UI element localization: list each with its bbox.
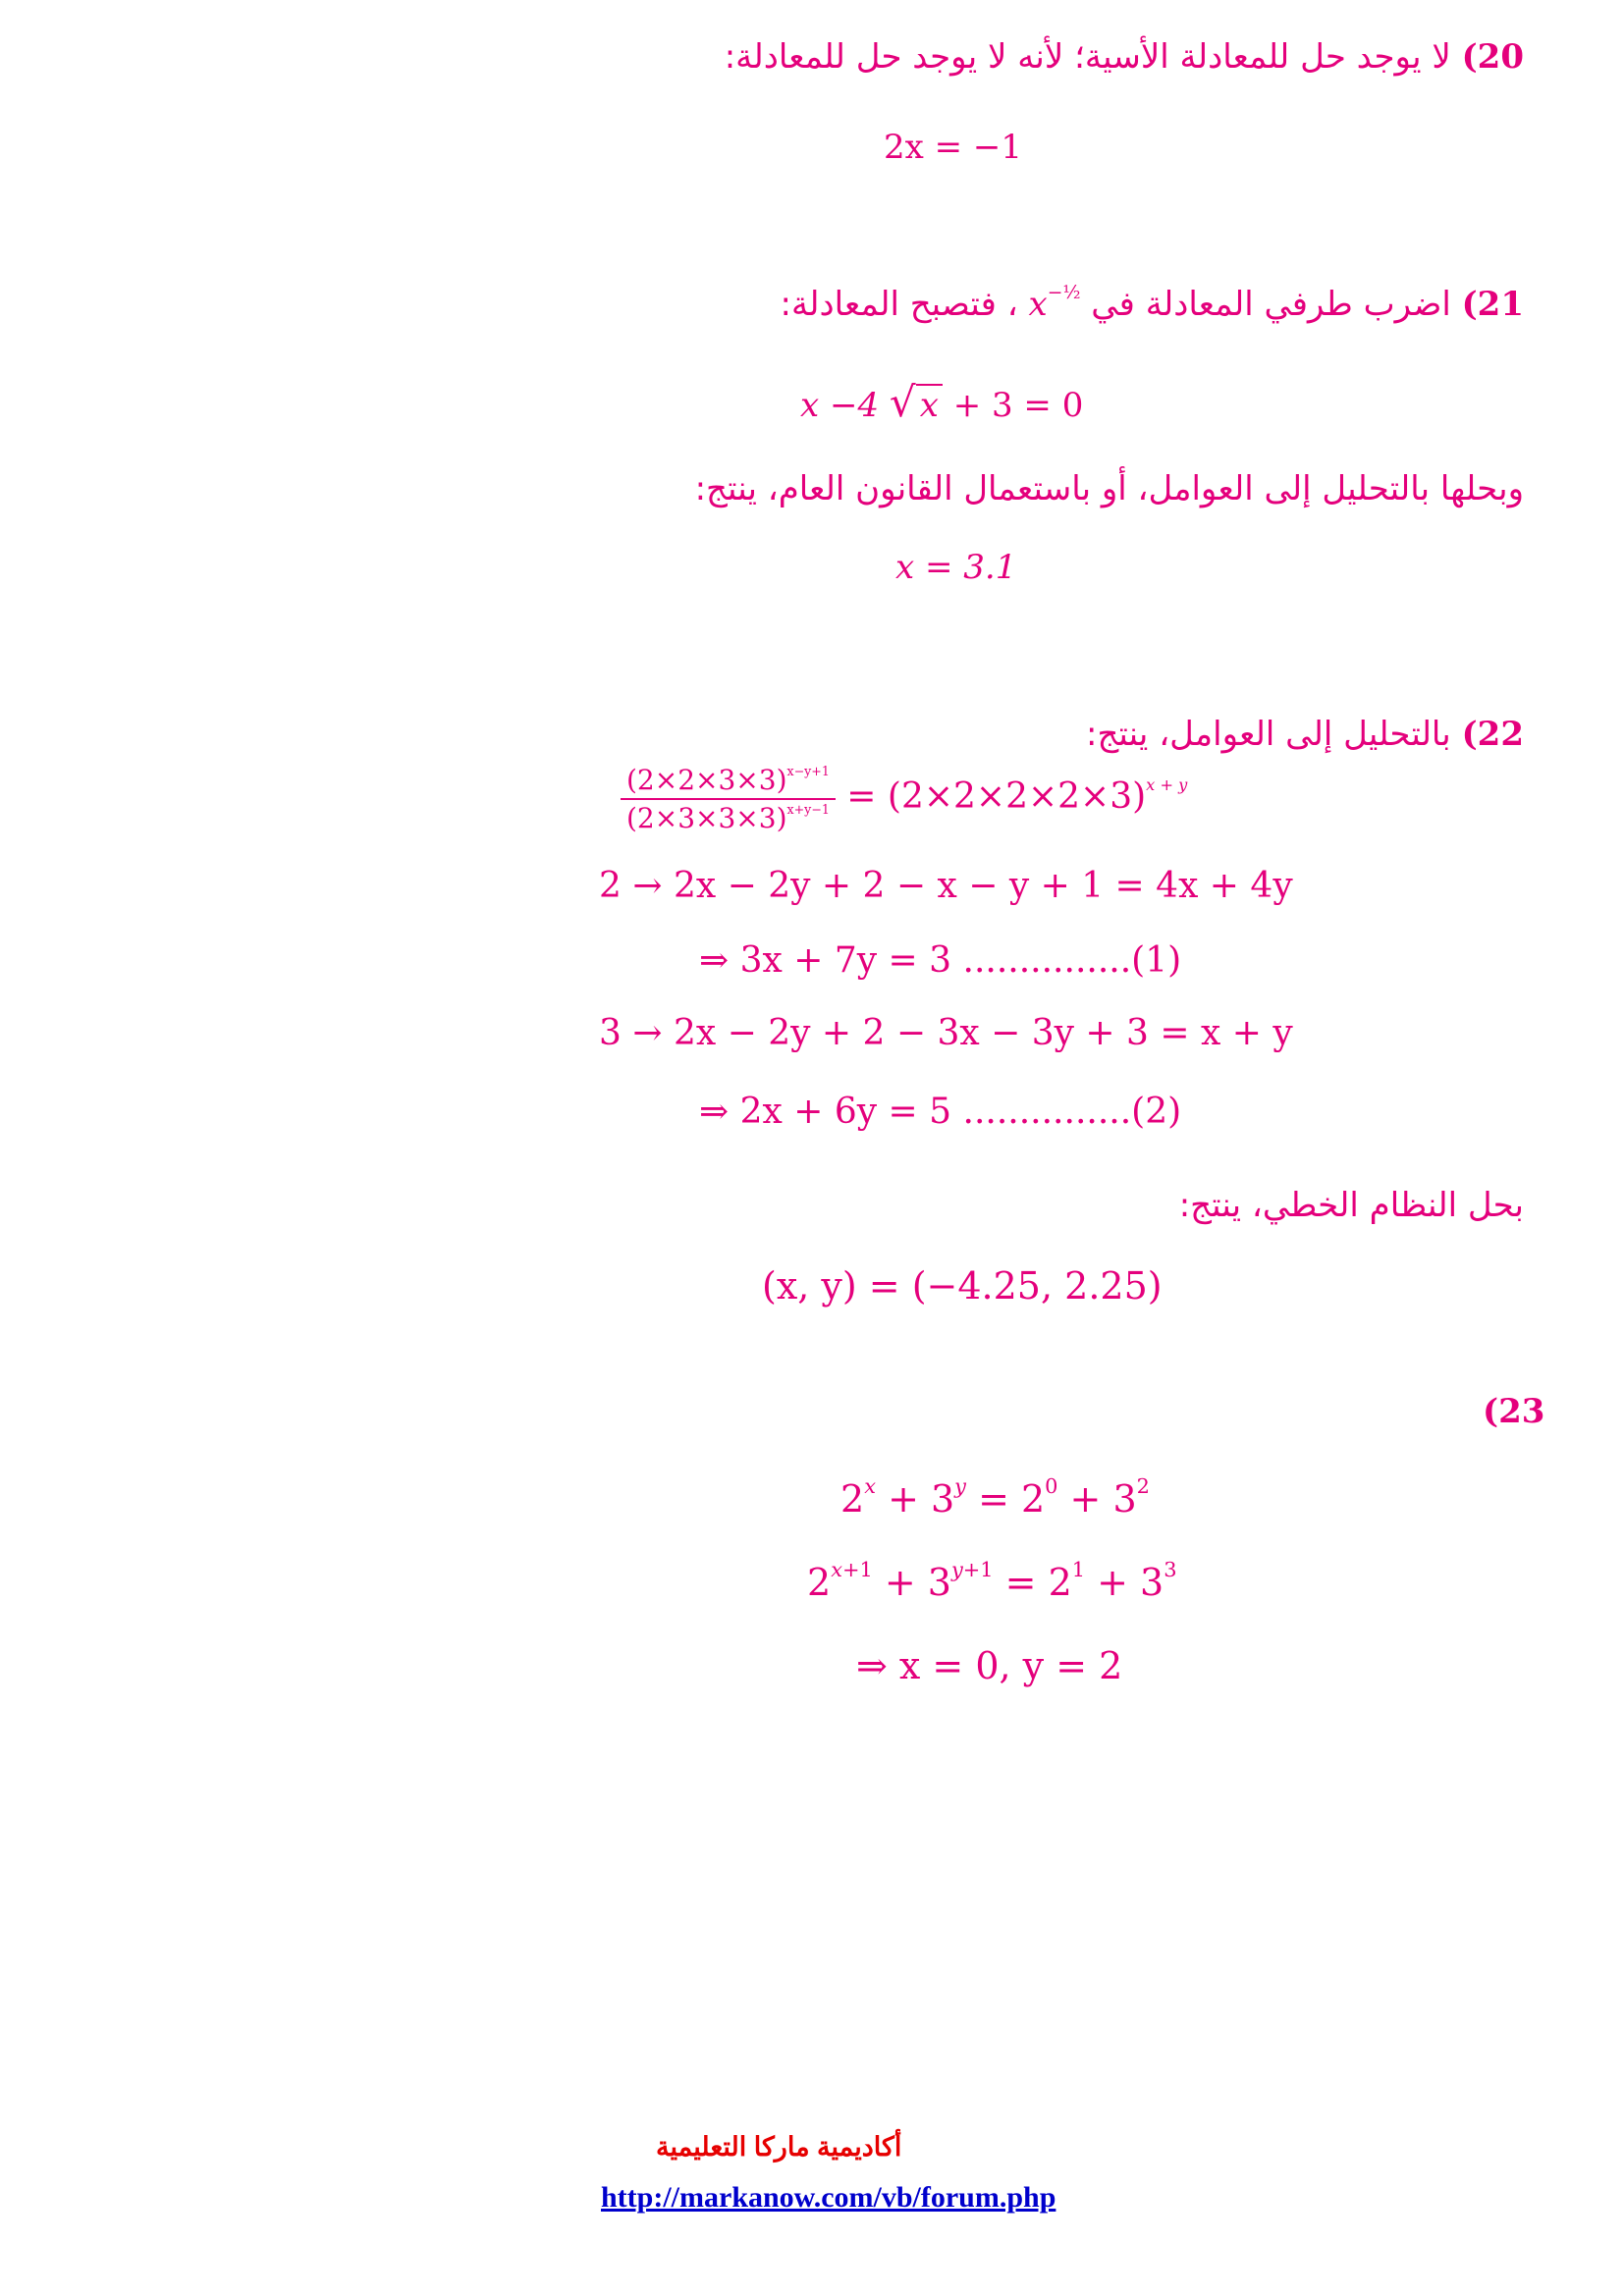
q22-line2: ⇒ 3x + 7y = 3 ...............(1) — [699, 940, 1182, 981]
q23-result: ⇒ x = 0, y = 2 — [856, 1644, 1123, 1687]
q21-number: 21) — [1461, 285, 1524, 324]
q22-frac-denominator: (2×3×3×3) — [626, 802, 787, 834]
q21-text2: وبحلها بالتحليل إلى العوامل، أو باستعمال القانون العام، ينتج: — [694, 469, 1524, 508]
q22-line — [1086, 715, 1524, 754]
q21-eq-lhs: x −4 — [800, 386, 880, 425]
q21-result: x = 3.1 — [895, 548, 1017, 587]
footer-title: أكاديمية ماركا التعليمية — [656, 2132, 902, 2162]
q21-eq-rhs: + 3 = 0 — [952, 386, 1084, 425]
q22-frac-den-exp: x+y−1 — [786, 802, 830, 818]
q22-frac-numerator: (2×2×3×3) — [626, 764, 787, 796]
q22-line1: 2 → 2x − 2y + 2 − x − y + 1 = 4x + 4y — [599, 866, 1293, 906]
q23-equation2: $2^{x+1} + 3^{y+1} = 2^1 + 3^3$ — [807, 1558, 1177, 1604]
q22-rhs: = (2×2×2×2×3) — [846, 776, 1147, 817]
q20-text: لا يوجد حل للمعادلة الأسية؛ لأنه لا يوجد حل للمعادلة: — [724, 37, 1451, 77]
q21-equation — [800, 378, 1083, 426]
q22-fraction-equation — [621, 764, 1187, 834]
q20-equation: 2x = −1 — [884, 128, 1023, 167]
q22-number: 22) — [1461, 715, 1524, 754]
q21-text-after: ، فتصبح المعادلة: — [780, 285, 1018, 324]
q22-text: بالتحليل إلى العوامل، ينتج: — [1086, 715, 1451, 754]
footer-link[interactable]: http://markanow.com/vb/forum.php — [601, 2181, 1056, 2214]
q22-fraction — [621, 764, 836, 834]
q20-number: 20) — [1461, 37, 1524, 77]
q22-frac-num-exp: x−y+1 — [786, 764, 830, 779]
q21-line — [781, 285, 1525, 324]
q20-line — [725, 37, 1524, 77]
q22-line3: 3 → 2x − 2y + 2 − 3x − 3y + 3 = x + y — [599, 1013, 1293, 1053]
q22-rhs-exp: x + y — [1146, 775, 1188, 795]
q22-result: (x, y) = (−4.25, 2.25) — [762, 1264, 1163, 1308]
q22-text2: بحل النظام الخطي، ينتج: — [1178, 1186, 1524, 1225]
q23-equation1: $2^x + 3^y = 2^0 + 3^2$ — [840, 1474, 1150, 1521]
q21-eq-radicand: x — [916, 384, 943, 425]
sqrt-symbol-icon: √ — [889, 378, 916, 426]
q21-exponent-term: $x^{-\frac{1}{2}}$ — [1028, 283, 1081, 324]
q22-line4: ⇒ 2x + 6y = 5 ...............(2) — [699, 1092, 1182, 1132]
q21-text-before: اضرب طرفي المعادلة في — [1091, 285, 1451, 324]
q23-number: (23 — [1483, 1392, 1545, 1431]
